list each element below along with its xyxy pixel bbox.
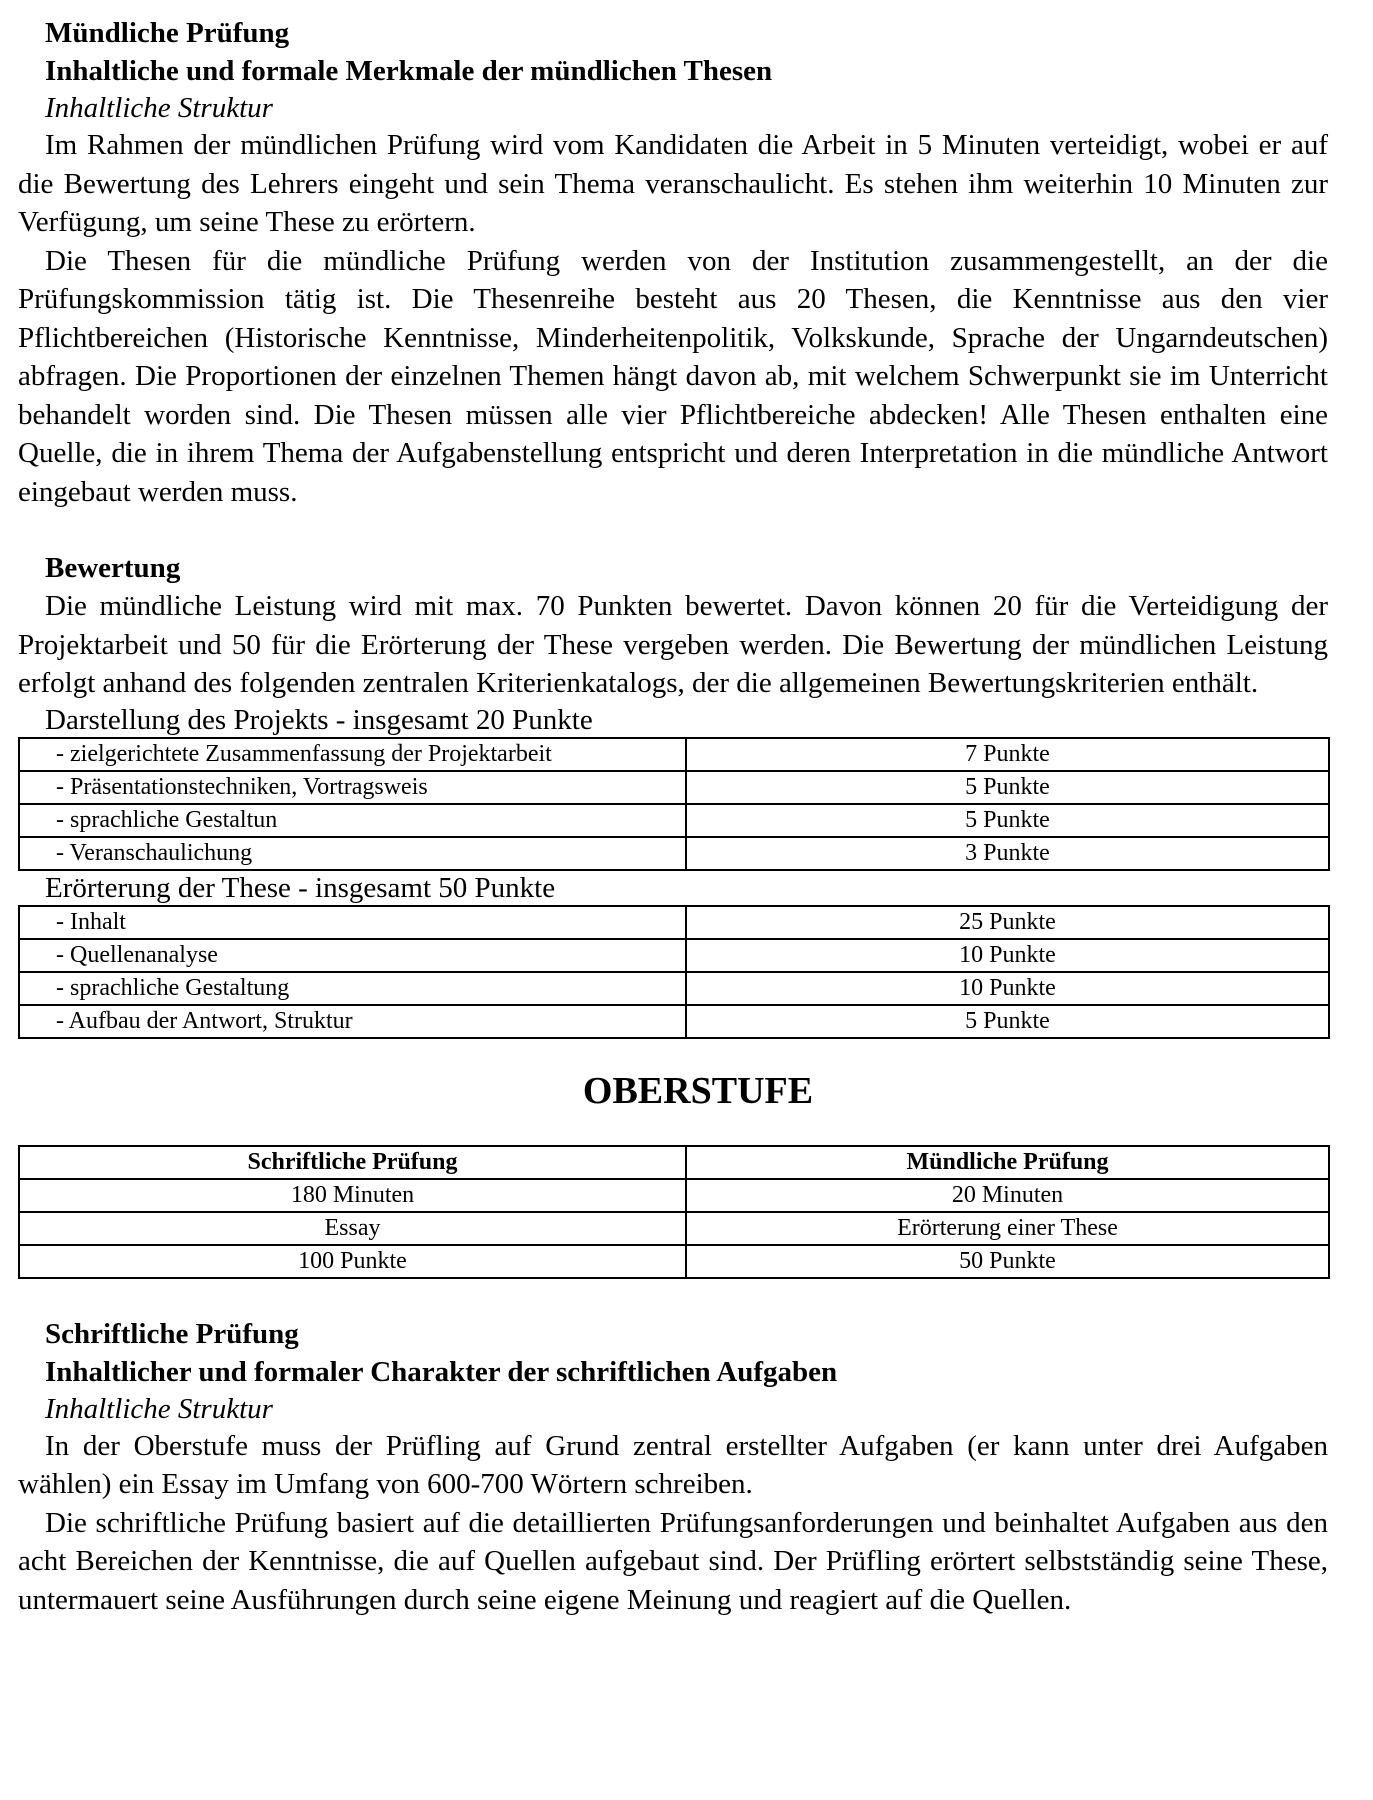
- section-subtitle-thesen: Inhaltliche und formale Merkmale der mündlichen Thesen: [45, 55, 773, 87]
- criterion-points: 10 Punkte: [686, 972, 1329, 1005]
- table-row: [19, 1179, 1329, 1212]
- criterion-label: - sprachliche Gestaltung: [19, 972, 686, 1005]
- table-row: [19, 1212, 1329, 1245]
- paragraph: Im Rahmen der mündlichen Prüfung wird vom Kandidaten die Arbeit in 5 Minuten verteidigt, wobei er auf die Bewertung des Lehrers eingeht und sein Thema veranschaulicht. Es stehen ihm weiterhin 10 Minuten zur Verfügung, um seine These zu erörtern.: [18, 129, 1328, 238]
- heading-oberstufe: OBERSTUFE: [582, 1069, 814, 1112]
- criterion-points: 5 Punkte: [686, 1005, 1329, 1038]
- table-cell: 20 Minuten: [686, 1179, 1329, 1212]
- section-subtitle-aufgaben: Inhaltlicher und formaler Charakter der schriftlichen Aufgaben: [45, 1355, 838, 1388]
- criterion-points: 10 Punkte: [686, 939, 1329, 972]
- table-row: [19, 972, 1329, 1005]
- criterion-points: 3 Punkte: [686, 837, 1329, 870]
- table-row: [19, 771, 1329, 804]
- criterion-label: - Präsentationstechniken, Vortragsweis: [19, 771, 686, 804]
- table-row: [19, 804, 1329, 837]
- table-row: [19, 738, 1329, 771]
- table-these-punkte: [18, 905, 1330, 1039]
- criterion-label: - Aufbau der Antwort, Struktur: [19, 1005, 686, 1038]
- criterion-label: - Veranschaulichung: [19, 837, 686, 870]
- criterion-points: 7 Punkte: [686, 738, 1329, 771]
- table-row: [19, 939, 1329, 972]
- criterion-label: - Inhalt: [19, 906, 686, 939]
- table-cell: Essay: [19, 1212, 686, 1245]
- table-row: [19, 1245, 1329, 1278]
- table-row: [19, 837, 1329, 870]
- criterion-label: - zielgerichtete Zusammenfassung der Projektarbeit: [19, 738, 686, 771]
- section-title-schriftliche-pruefung: Schriftliche Prüfung: [45, 1317, 299, 1350]
- table-cell: Erörterung einer These: [686, 1212, 1329, 1245]
- table-caption-projekt: Darstellung des Projekts - insgesamt 20 Punkte: [45, 703, 593, 736]
- table-cell: 100 Punkte: [19, 1245, 686, 1278]
- table-projekt-punkte: [18, 737, 1330, 871]
- column-header: Mündliche Prüfung: [686, 1146, 1329, 1179]
- section-title-muendliche-pruefung: Mündliche Prüfung: [45, 17, 290, 49]
- table-oberstufe-vergleich: [18, 1145, 1330, 1279]
- criterion-points: 5 Punkte: [686, 804, 1329, 837]
- structure-label: Inhaltliche Struktur: [45, 92, 273, 124]
- column-header: Schriftliche Prüfung: [19, 1146, 686, 1179]
- paragraph: Die Thesen für die mündliche Prüfung werden von der Institution zusammengestellt, an der die Prüfungskommission tätig ist. Die Thesenreihe besteht aus 20 Thesen, die Kenntnisse aus den vier Pflichtbereichen (Historische Kenntnisse, Minderheitenpolitik, Volkskunde, Sprache der Ungarndeutschen) abfragen. Die Proportionen der einzelnen Themen hängt davon ab, mit welchem Schwerpunkt sie im Unterricht behandelt worden sind. Die Thesen müssen alle vier Pflichtbereiche abdecken! Alle Thesen enthalten eine Quelle, die in ihrem Thema der Aufgabenstellung entspricht und deren Interpretation in die mündliche Antwort eingebaut werden muss.: [18, 244, 1328, 508]
- section-title-bewertung: Bewertung: [45, 552, 181, 584]
- table-header-row: [19, 1146, 1329, 1179]
- paragraph: Die schriftliche Prüfung basiert auf die detaillierten Prüfungsanforderungen und beinhaltet Aufgaben aus den acht Bereichen der Kenntnisse, die auf Quellen aufgebaut sind. Der Prüfling erörtert selbstständig seine These, untermauert seine Ausführungen durch seine eigene Meinung und reagiert auf die Quellen.: [18, 1506, 1328, 1616]
- table-cell: 180 Minuten: [19, 1179, 686, 1212]
- criterion-points: 25 Punkte: [686, 906, 1329, 939]
- table-row: [19, 1005, 1329, 1038]
- criterion-label: - sprachliche Gestaltun: [19, 804, 686, 837]
- paragraph: Die mündliche Leistung wird mit max. 70 Punkten bewertet. Davon können 20 für die Verteidigung der Projektarbeit und 50 für die Erörterung der These vergeben werden. Die Bewertung der mündlichen Leistung erfolgt anhand des folgenden zentralen Kriterienkatalogs, der die allgemeinen Bewertungskriterien enthält.: [18, 590, 1328, 699]
- criterion-points: 5 Punkte: [686, 771, 1329, 804]
- table-cell: 50 Punkte: [686, 1245, 1329, 1278]
- structure-label: Inhaltliche Struktur: [45, 1392, 273, 1425]
- table-row: [19, 906, 1329, 939]
- criterion-label: - Quellenanalyse: [19, 939, 686, 972]
- paragraph: In der Oberstufe muss der Prüfling auf Grund zentral erstellter Aufgaben (er kann unter drei Aufgaben wählen) ein Essay im Umfang von 600-700 Wörtern schreiben.: [18, 1429, 1328, 1500]
- table-caption-these: Erörterung der These - insgesamt 50 Punkte: [45, 871, 556, 904]
